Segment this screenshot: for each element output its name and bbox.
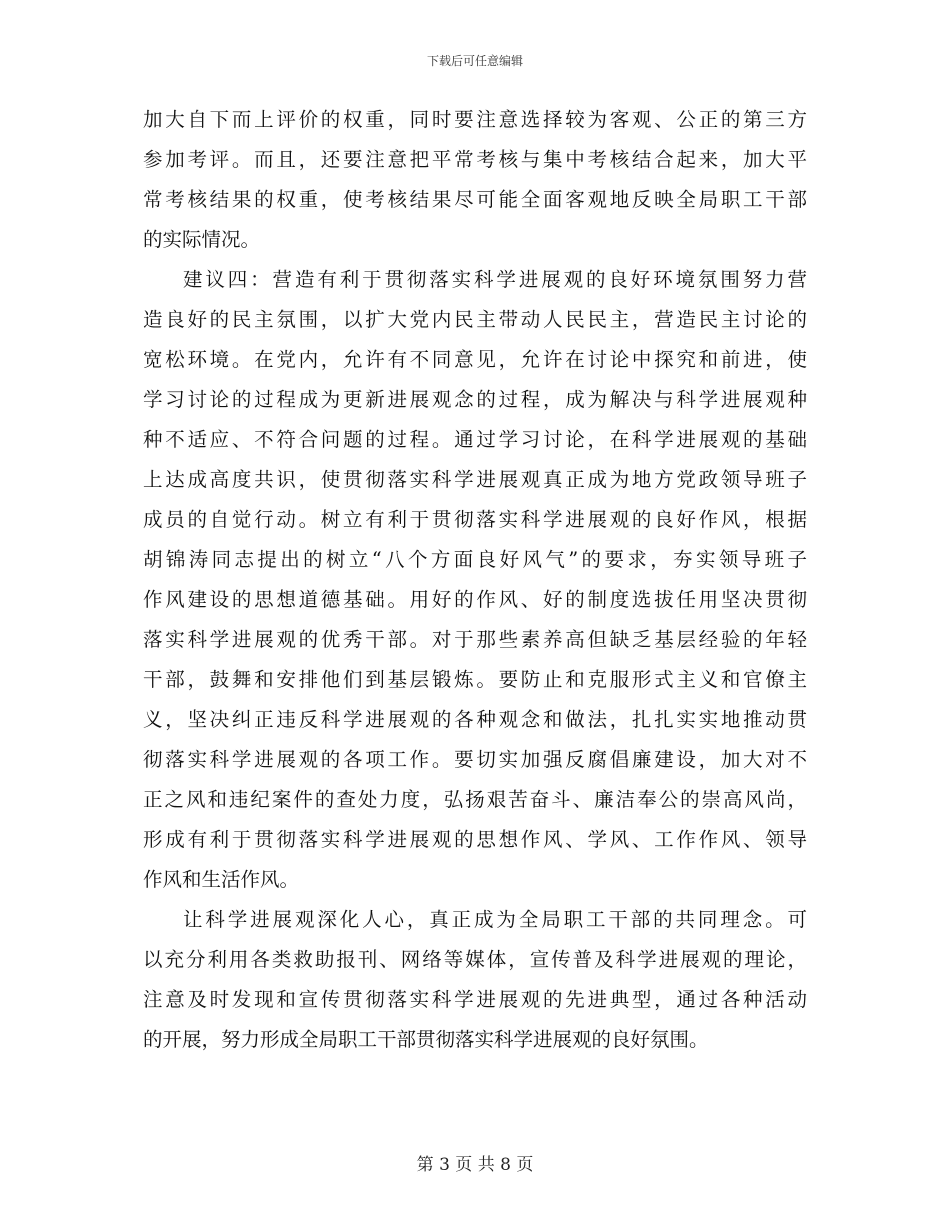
text-line: 胡锦涛同志提出的树立“八个方面良好风气”的要求，夯实领导班子 — [143, 548, 807, 571]
text-line: 学习讨论的过程成为更新进展观念的过程，成为解决与科学进展观种 — [143, 388, 807, 411]
text-line: 种不适应、不符合问题的过程。通过学习讨论，在科学进展观的基础 — [143, 428, 807, 451]
text-line: 成员的自觉行动。树立有利于贯彻落实科学进展观的良好作风，根据 — [143, 508, 807, 531]
text-line: 的实际情况。 — [143, 228, 261, 251]
text-line: 以充分利用各类救助报刊、网络等媒体，宣传普及科学进展观的理论， — [143, 948, 807, 971]
text-line: 形成有利于贯彻落实科学进展观的思想作风、学风、工作作风、领导 — [143, 828, 807, 851]
page-number: 第 3 页 共 8 页 — [416, 1155, 534, 1175]
text-line: 宽松环境。在党内，允许有不同意见，允许在讨论中探究和前进，使 — [143, 348, 807, 371]
text-line: 彻落实科学进展观的各项工作。要切实加强反腐倡廉建设，加大对不 — [143, 748, 807, 771]
text-line: 加大自下而上评价的权重，同时要注意选择较为客观、公正的第三方 — [143, 108, 807, 131]
text-line: 义，坚决纠正违反科学进展观的各种观念和做法，扎扎实实地推动贯 — [143, 708, 807, 731]
text-line: 正之风和违纪案件的查处力度，弘扬艰苦奋斗、廉洁奉公的崇高风尚， — [143, 788, 807, 811]
text-line: 常考核结果的权重，使考核结果尽可能全面客观地反映全局职工干部 — [143, 188, 807, 211]
text-line: 参加考评。而且，还要注意把平常考核与集中考核结合起来，加大平 — [143, 148, 807, 171]
text-line: 注意及时发现和宣传贯彻落实科学进展观的先进典型，通过各种活动 — [143, 988, 807, 1011]
page-header-note: 下载后可任意编辑 — [426, 54, 523, 68]
document-body — [143, 100, 807, 1060]
text-line: 落实科学进展观的优秀干部。对于那些素养高但缺乏基层经验的年轻 — [143, 628, 807, 651]
text-line: 作风建设的思想道德基础。用好的作风、好的制度选拔任用坚决贯彻 — [143, 588, 807, 611]
text-line: 让科学进展观深化人心，真正成为全局职工干部的共同理念。可 — [183, 908, 807, 931]
text-line: 作风和生活作风。 — [143, 868, 300, 891]
text-line: 的开展，努力形成全局职工干部贯彻落实科学进展观的良好氛围。 — [143, 1028, 709, 1051]
text-line: 上达成高度共识，使贯彻落实科学进展观真正成为地方党政领导班子 — [143, 468, 807, 491]
text-line: 造良好的民主氛围，以扩大党内民主带动人民民主，营造民主讨论的 — [143, 308, 807, 331]
text-line: 建议四：营造有利于贯彻落实科学进展观的良好环境氛围努力营 — [183, 268, 807, 291]
text-line: 干部，鼓舞和安排他们到基层锻炼。要防止和克服形式主义和官僚主 — [143, 668, 807, 691]
